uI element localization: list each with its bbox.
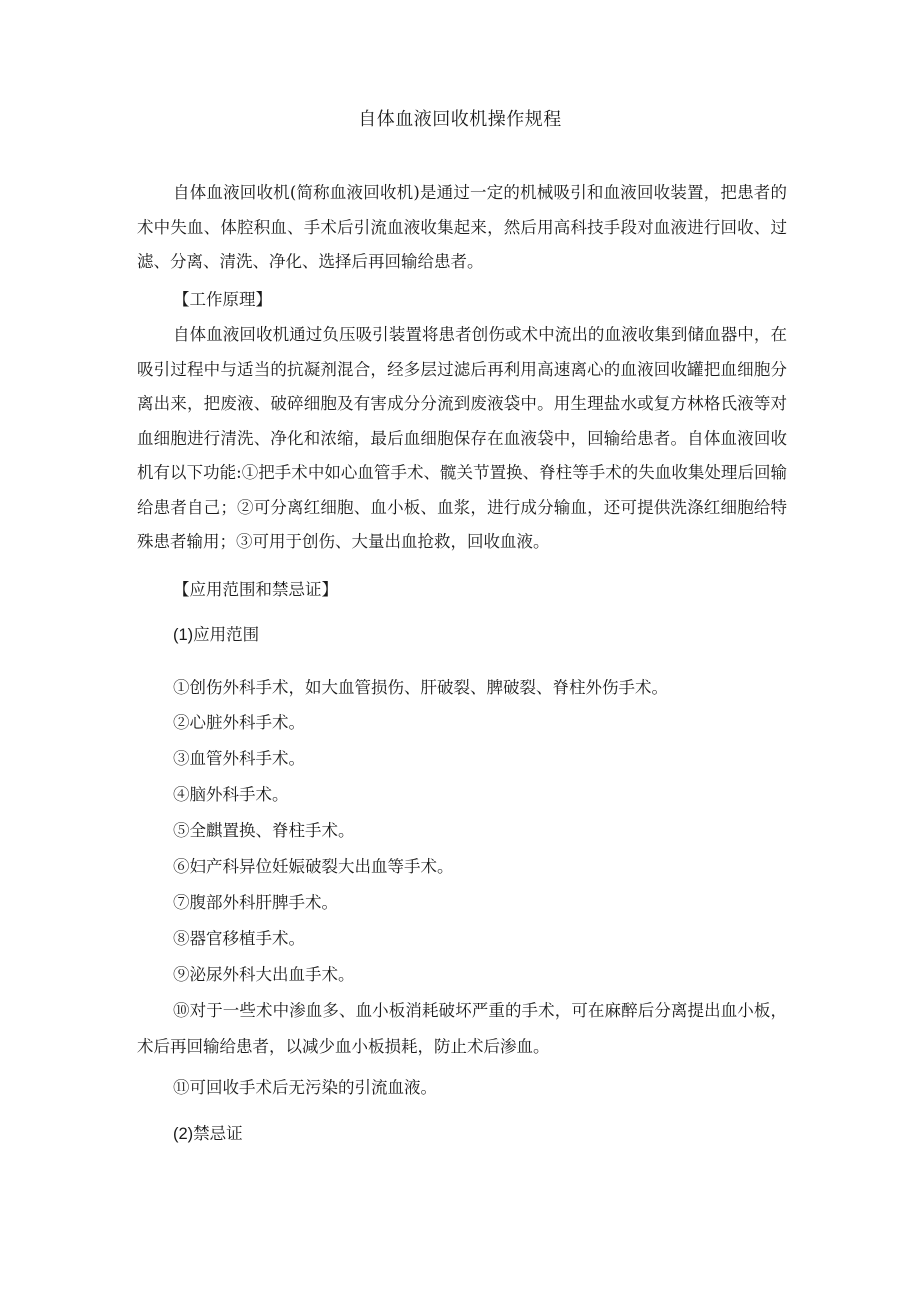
list-item: ③血管外科手术。 [173,749,305,768]
contraindication-label: (2)禁忌证 [173,1125,243,1143]
document-title: 自体血液回收机操作规程 [358,109,562,130]
principle-paragraph: 自体血液回收机通过负压吸引装置将患者创伤或术中流出的血液收集到储血器中，在吸引过程中与适当的抗凝剂混合，经多层过滤后再利用高速离心的血液回收罐把血细胞分离出来，把废液、破碎细胞及有害成分分流到废液袋中。用生理盐水或复方林格氏液等对血细胞进行清洗、净化和浓缩，最后血细胞保存在血液袋中，回输给患者。自体血液回收机有以下功能:①把手术中如心血管手术、髋关节置换、脊柱等手术的失血收集处理后回输给患者自己；②可分离红细胞、血小板、血浆，进行成分输血，还可提供洗涤红细胞给特殊患者输用；③可用于创伤、大量出血抢救，回收血液。 [137,325,787,551]
list-item-10: ⑩对于一些术中渗血多、血小板消耗破坏严重的手术，可在麻醉后分离提出血小板，术后再回输给患者，以减少血小板损耗，防止术后渗血。 [137,1001,787,1056]
list-item: ⑦腹部外科肝脾手术。 [173,893,338,912]
list-item: ⑤全麒置换、脊柱手术。 [173,821,355,840]
list-item: ②心脏外科手术。 [173,713,305,732]
list-item: ④脑外科手术。 [173,785,289,804]
list-item: ⑥妇产科异位妊娠破裂大出血等手术。 [173,857,454,876]
intro-paragraph: 自体血液回收机(简称血液回收机)是通过一定的机械吸引和血液回收装置，把患者的术中失血、体腔积血、手术后引流血液收集起来，然后用高科技手段对血液进行回收、过滤、分离、清洗、净化、选择后再回输给患者。 [137,183,787,271]
principle-heading: 【工作原理】 [173,290,272,309]
list-item: ①创伤外科手术，如大血管损伤、肝破裂、脾破裂、脊柱外伤手术。 [173,678,668,697]
list-item: ⑨泌尿外科大出血手术。 [173,965,355,984]
list-item-11: ⑪可回收手术后无污染的引流血液。 [173,1078,437,1097]
scope-heading: 【应用范围和禁忌证】 [173,580,338,599]
scope-label: (1)应用范围 [173,626,260,644]
list-item: ⑧器官移植手术。 [173,929,305,948]
